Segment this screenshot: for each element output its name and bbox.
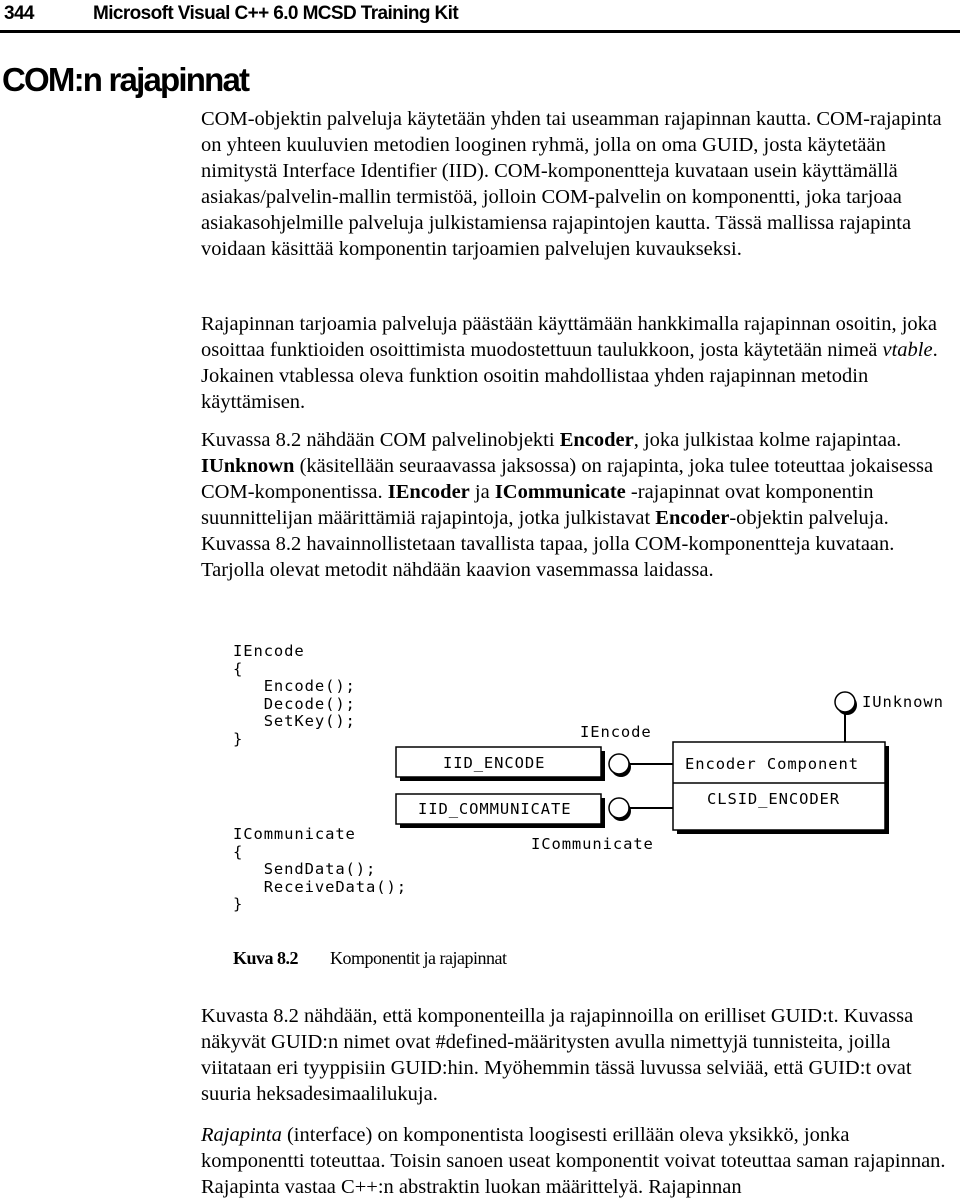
term-iencoder: IEncoder bbox=[387, 481, 470, 503]
paragraph-5: Rajapinta (interface) on komponentista loogisesti erillään oleva yksikkö, jonka komponentti toteuttaa. Toisin sanoen useat komponentit voivat toteuttaa saman rajapinnan. Rajapinta vastaa C++:n abstraktin luokan määrittelyä. Rajapinnan bbox=[201, 1124, 946, 1198]
icommunicate-lollipop bbox=[609, 798, 629, 818]
paragraph-2: Rajapinnan tarjoamia palveluja päästään käyttämään hankkimalla rajapinnan osoitin, joka osoittaa funktioiden osoittimista muodostettuun taulukkoon, josta käytetään nimeä vtable. Jokainen vtablessa oleva funktion osoitin mahdollistaa yhden rajapinnan metodin käyttämisen. bbox=[201, 313, 938, 413]
icommunicate-code-block: ICommunicate { SendData(); ReceiveData(); } bbox=[233, 825, 407, 914]
diagram-graphics bbox=[390, 690, 960, 870]
iencode-lollipop bbox=[609, 754, 629, 774]
header-rule bbox=[0, 30, 960, 33]
iencode-code-block: IEncode { Encode(); Decode(); SetKey(); } bbox=[233, 642, 356, 748]
paragraph-3: Kuvassa 8.2 nähdään COM palvelinobjekti Encoder, joka julkistaa kolme rajapintaa. IUnknown (käsitellään seuraavassa jaksossa) on rajapinta, joka tulee toteuttaa jokaisessa COM-komponentissa. IEncoder ja ICommunicate -rajapinnat ovat komponentin suunnittelijan määrittämiä rajapintoja, jotka julkistavat Encoder-objektin palveluja. Kuvassa 8.2 havainnollistetaan tavallista tapaa, jolla COM-komponentteja kuvataan. Tarjolla olevat metodit nähdään kaavion vasemmassa laidassa. bbox=[201, 429, 934, 581]
clsid-encoder-label: CLSID_ENCODER bbox=[707, 790, 841, 808]
iencode-label: IEncode bbox=[580, 723, 652, 741]
caption-label: Kuva 8.2 bbox=[233, 948, 299, 968]
term-icommunicate: ICommunicate bbox=[494, 481, 626, 503]
term-rajapinta: Rajapinta bbox=[201, 1124, 282, 1146]
iid-communicate-label: IID_COMMUNICATE bbox=[418, 800, 572, 818]
iid-encode-label: IID_ENCODE bbox=[443, 754, 546, 772]
book-title: Microsoft Visual C++ 6.0 MCSD Training Kit bbox=[93, 3, 459, 24]
icommunicate-label: ICommunicate bbox=[531, 835, 654, 853]
caption-text: Komponentit ja rajapinnat bbox=[330, 948, 507, 968]
term-iunknown: IUnknown bbox=[201, 455, 295, 477]
com-component-diagram bbox=[390, 690, 960, 870]
section-title: COM:n rajapinnat bbox=[2, 61, 249, 98]
iunknown-label: IUnknown bbox=[862, 693, 944, 711]
paragraph-4: Kuvasta 8.2 nähdään, että komponenteilla ja rajapinnoilla on erilliset GUID:t. Kuvassa näkyvät GUID:n nimet ovat #defined-määritysten avulla nimettyjä tunnisteita, joilla viitataan eri tyyppisiin GUID:hin. Myöhemmin tässä luvussa selviää, että GUID:t ovat suuria heksadesimaalilukuja. bbox=[201, 1005, 914, 1105]
paragraph-1: COM-objektin palveluja käytetään yhden tai useamman rajapinnan kautta. COM-rajapinta on yhteen kuuluvien metodien looginen ryhmä, jolla on oma GUID, josta käytetään nimitystä Interface Identifier (IID). COM-komponentteja kuvataan usein käyttämällä asiakas/palvelin-mallin termistöä, jolloin COM-palvelin on komponentti, joka tarjoaa asiakasohjelmille palveluja julkistamiensa rajapintojen kautta. Tässä mallissa rajapinta voidaan käsittää komponentin tarjoamien palvelujen kuvaukseksi. bbox=[201, 108, 942, 260]
iunknown-lollipop bbox=[835, 692, 855, 712]
encoder-component-label: Encoder Component bbox=[685, 755, 859, 773]
term-encoder-2: Encoder bbox=[655, 507, 730, 529]
figure-caption bbox=[233, 948, 506, 969]
vtable-term: vtable bbox=[882, 339, 933, 361]
page-number: 344 bbox=[4, 3, 34, 24]
running-head bbox=[0, 0, 960, 30]
term-encoder: Encoder bbox=[559, 429, 634, 451]
